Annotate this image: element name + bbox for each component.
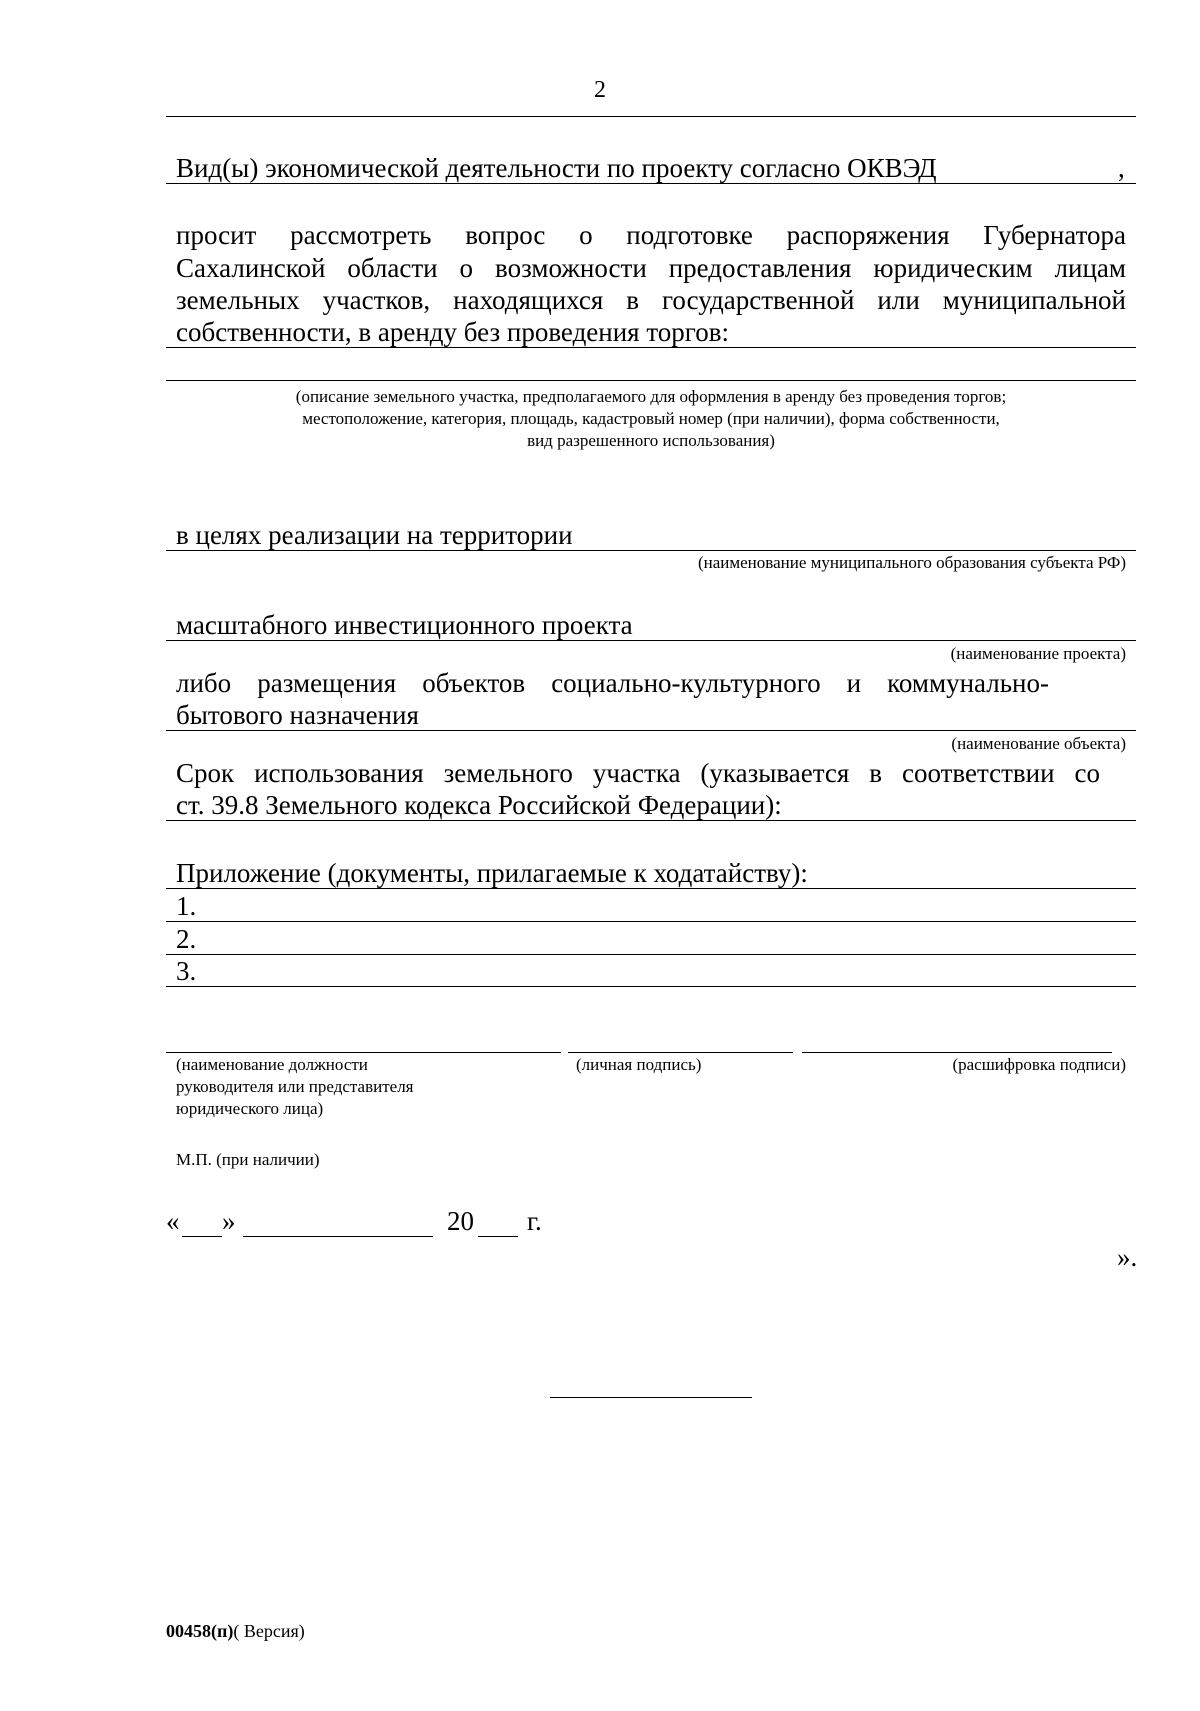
okved-label: Вид(ы) экономической деятельности по проекту согласно ОКВЭД [176,153,937,183]
okved-fill-line[interactable] [166,183,1136,184]
land-caption-line-1: (описание земельного участка, предполагаемого для оформления в аренду без проведения торгов; [295,387,1007,406]
position-caption-line-3: юридического лица) [176,1099,324,1118]
end-separator [550,1397,752,1398]
request-line-2: Сахалинской области о возможности предоставления юридическим лицам [176,252,1126,283]
attachment-fill-line-3[interactable] [166,986,1136,987]
territory-fill-line[interactable] [166,550,1136,551]
land-caption-line-3: вид разрешенного использования) [527,431,775,450]
footer-code: 00458(п) [166,1621,234,1641]
term-fill-line[interactable] [166,820,1136,821]
position-caption-line-2: руководителя или представителя [176,1077,414,1096]
object-label-line-2: бытового назначения [176,700,419,730]
term-line-2: ст. 39.8 Земельного кодекса Российской Федерации): [176,790,782,820]
decoding-fill-line[interactable] [802,1052,1112,1053]
position-fill-line[interactable] [166,1052,561,1053]
request-paragraph [176,219,1126,317]
project-caption: (наименование проекта) [950,644,1126,663]
date-month-line[interactable] [243,1236,433,1237]
attachments-title-line [166,888,1136,889]
territory-label: в целях реализации на территории [176,520,573,550]
attachment-item-2: 2. [176,924,197,954]
attachment-fill-line-2[interactable] [166,954,1136,955]
okved-comma: , [1118,153,1125,183]
land-fill-line-2[interactable] [166,380,1136,381]
date-day-line[interactable] [182,1236,222,1237]
attachments-title: Приложение (документы, прилагаемые к ходатайству): [176,858,808,888]
page-number: 2 [594,77,606,103]
seal-note: М.П. (при наличии) [176,1150,320,1169]
request-line-3: земельных участков, находящихся в государственной или муниципальной [176,285,1126,315]
decoding-caption: (расшифровка подписи) [952,1055,1126,1074]
date-open-quote: « [166,1206,180,1236]
date-year-prefix: 20 [447,1206,474,1236]
attachment-item-1: 1. [176,891,197,921]
object-fill-line[interactable] [166,730,1136,731]
land-caption-line-2: местоположение, категория, площадь, кадастровый номер (при наличии), форма собственности, [302,409,1000,428]
request-line-1: просит рассмотреть вопрос о подготовке распоряжения Губернатора [176,220,1126,250]
footer [166,1620,305,1642]
date-close-quote: » [222,1206,236,1236]
request-last-line: собственности, в аренду без проведения торгов: [176,317,729,347]
object-label-line-1: либо размещения объектов социально-культурного и коммунально- [176,668,1049,698]
land-fill-line-1[interactable] [166,347,1136,348]
footer-version: ( Версия) [233,1621,305,1641]
position-caption [176,1054,414,1120]
date-year-line[interactable] [478,1236,518,1237]
position-caption-line-1: (наименование должности [176,1055,368,1074]
attachment-item-3: 3. [176,956,197,986]
closing-mark: ». [1117,1242,1138,1272]
land-caption [166,386,1136,452]
object-caption: (наименование объекта) [951,734,1126,753]
header-rule [166,116,1136,117]
date-year-suffix: г. [527,1206,542,1236]
project-fill-line[interactable] [166,640,1136,641]
project-label: масштабного инвестиционного проекта [176,610,633,640]
term-line-1: Срок использования земельного участка (указывается в соответствии со [176,758,1100,788]
signature-fill-line[interactable] [568,1052,793,1053]
territory-caption: (наименование муниципального образования субъекта РФ) [697,553,1126,572]
attachment-fill-line-1[interactable] [166,921,1136,922]
signature-caption: (личная подпись) [576,1055,702,1074]
